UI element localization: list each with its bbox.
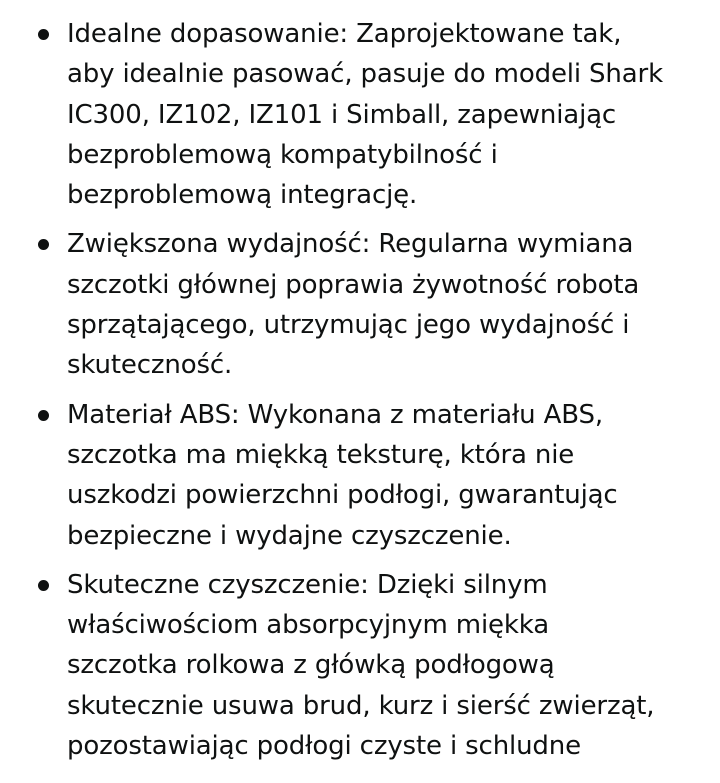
bullet-text-line: Skuteczne czyszczenie: Dzięki silnym [67, 569, 548, 600]
bullet-text-line: IC300, IZ102, IZ101 i Simball, zapewniając [67, 99, 617, 130]
bullet-dot-icon [38, 29, 49, 40]
bullet-dot-icon [38, 580, 49, 591]
bullet-dot-icon [38, 239, 49, 250]
feature-bullet-performance [38, 224, 696, 385]
feature-bullet-list [38, 14, 696, 766]
bullet-text-line: bezpieczne i wydajne czyszczenie. [67, 520, 512, 551]
bullet-text-line: Materiał ABS: Wykonana z materiału ABS, [67, 399, 603, 430]
bullet-text-line: aby idealnie pasować, pasuje do modeli Shark [67, 59, 663, 90]
feature-bullet-cleaning [38, 565, 696, 766]
bullet-text-line: szczotka rolkowa z główką podłogową [67, 650, 555, 681]
bullet-text-line: skutecznie usuwa brud, kurz i sierść zwierząt, [67, 690, 655, 721]
feature-bullet-material [38, 395, 696, 556]
bullet-text-line: właściwościom absorpcyjnym miękka [67, 610, 550, 641]
bullet-text-line: pozostawiając podłogi czyste i schludne [67, 731, 581, 762]
bullet-text-line: skuteczność. [67, 350, 233, 381]
bullet-dot-icon [38, 410, 49, 421]
bullet-text-line: szczotki głównej poprawia żywotność robota [67, 269, 640, 300]
bullet-text-line: szczotka ma miękką teksturę, która nie [67, 439, 575, 470]
bullet-text-line: sprzątającego, utrzymując jego wydajność i [67, 310, 630, 341]
bullet-text-line: Zwiększona wydajność: Regularna wymiana [67, 229, 634, 260]
bullet-text-line: Idealne dopasowanie: Zaprojektowane tak, [67, 19, 622, 49]
bullet-text-line: bezproblemową kompatybilność i [67, 139, 498, 170]
bullet-text-line: bezproblemową integrację. [67, 180, 418, 211]
bullet-text-line: uszkodzi powierzchni podłogi, gwarantując [67, 480, 618, 511]
feature-bullet-fit [38, 14, 696, 215]
